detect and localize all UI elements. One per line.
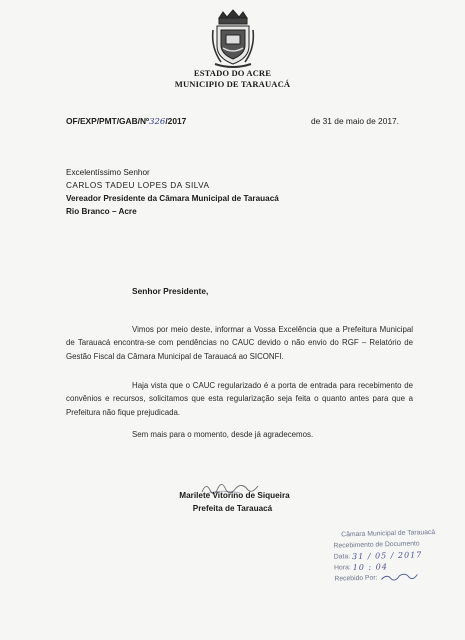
coat-of-arms-icon [209, 8, 257, 70]
recipient-greeting: Excelentíssimo Senhor [66, 168, 150, 177]
body-paragraph-1: Vimos por meio deste, informar a Vossa Excelência que a Prefeitura Municipal de Tarauacá encontra-se com pendências no CAUC devido o não envio do RGF – Relatório de Gestão Fiscal da Câmara Municipal de Tarauacá ao SICONFI. [66, 325, 413, 361]
recipient-location: Rio Branco – Acre [66, 207, 137, 216]
stamp-time-value: 10 : 04 [352, 562, 388, 573]
stamp-date-value: 31 / 05 / 2017 [351, 550, 423, 562]
salutation: Senhor Presidente, [132, 286, 209, 296]
stamp-receiver-signature [379, 571, 419, 582]
letterhead-state: ESTADO DO ACRE [193, 68, 272, 78]
stamp-date-label: Data: [333, 553, 351, 561]
body-paragraph-3: Sem mais para o momento, desde já agradecemos. [132, 430, 314, 439]
signatory-role: Prefeita de Tarauacá [192, 504, 273, 513]
recipient-name: CARLOS TADEU LOPES DA SILVA [66, 181, 210, 190]
letterhead-municipality: MUNICIPIO DE TARAUACÁ [174, 79, 291, 89]
receipt-stamp [333, 526, 459, 599]
reference-suffix: /2017 [165, 116, 187, 126]
recipient-title: Vereador Presidente da Câmara Municipal de Tarauacá [66, 194, 279, 203]
stamp-received-label: Recebido Por: [334, 574, 378, 583]
stamp-institution: Câmara Municipal de Tarauacá [341, 528, 436, 539]
stamp-time-label: Hora: [334, 564, 351, 572]
reference-number: 326 [149, 117, 166, 127]
signatory-name: Marilete Vitorino de Siqueira [179, 491, 290, 500]
reference-prefix: OF/EXP/PMT/GAB/Nº [66, 116, 150, 126]
stamp-heading: Recebimento de Documento [333, 540, 420, 550]
body-paragraph-2: Haja vista que o CAUC regularizado é a porta de entrada para recebimento de convênios e recursos, solicitamos que esta regularização seja feita o quanto antes para que a Prefeitura não fique prejudicada. [66, 381, 413, 417]
document-reference [66, 116, 186, 127]
document-date: de 31 de maio de 2017. [311, 116, 400, 126]
stamp-received-row [334, 570, 458, 584]
